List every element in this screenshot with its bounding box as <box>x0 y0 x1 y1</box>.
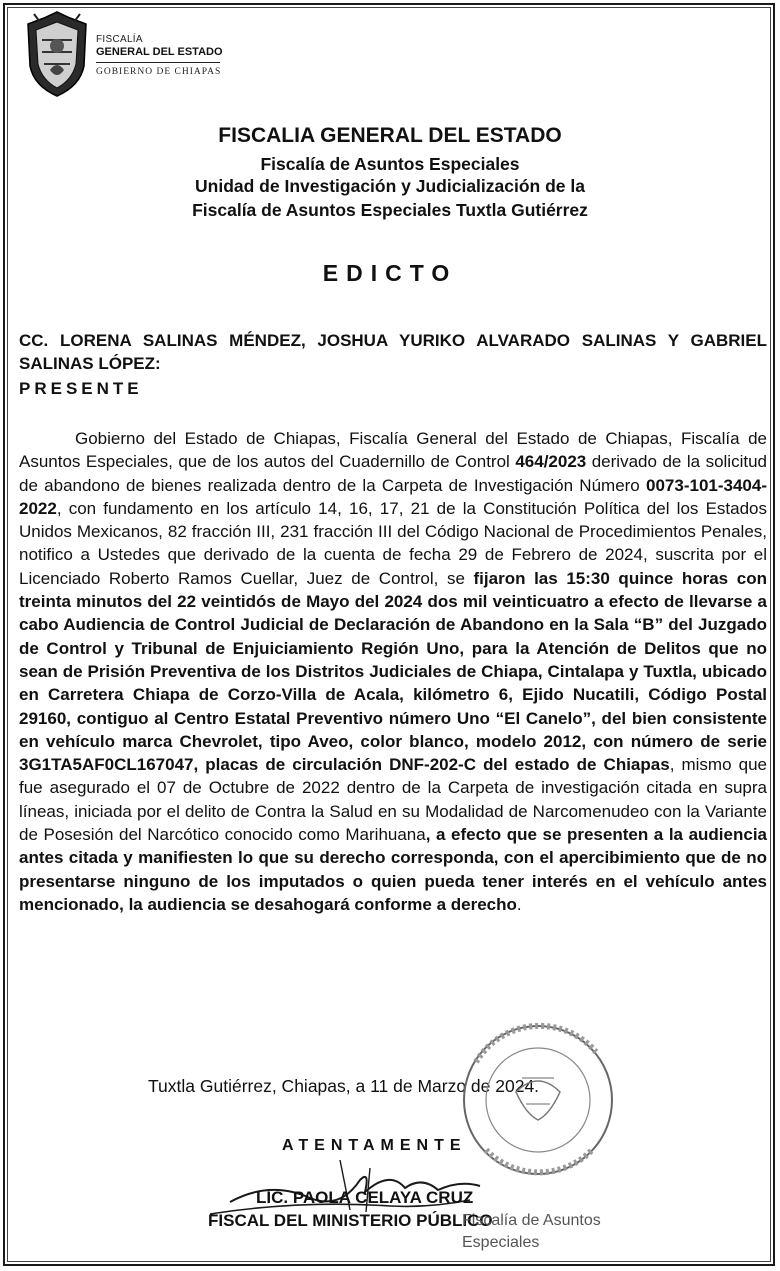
organization-heading: FISCALIA GENERAL DEL ESTADO <box>218 124 562 147</box>
stamp-caption-line1: Fiscalía de Asuntos <box>462 1212 601 1229</box>
cuadernillo-number: 464/2023 <box>515 452 587 472</box>
presente-label: PRESENTE <box>19 379 143 398</box>
body-text-5: . <box>516 894 522 914</box>
unit-heading-1: Fiscalía de Asuntos Especiales <box>260 154 520 174</box>
hearing-details: fijaron las 15:30 quince horas con treinta minutos del 22 veintidós de Mayo del 2024 dos mil veinticuatro a efecto de llevarse a cabo Audiencia de Control Judicial de Declaración de Abandono en la Sala “B” del Juzgado de Control y Tribunal de Enjuiciamiento Región Uno, para la Atención de Delitos que no sean de Prisión Preventiva de los Distritos Judiciales de Chiapa, Cintalapa y Tuxtla, ubicado en Carretera Chiapa de Corzo-Villa de Acala, kilómetro 6, Ejido Nucatili, Código Postal 29160, contiguo al Centro Estatal Preventivo número Uno “El Canelo”, del bien consistente en vehículo marca Chevrolet, tipo Aveo, color blanco, modelo 2012, con número de serie 3G1TA5AF0CL167047, placas de circulación DNF-202-C del estado de Chiapas <box>19 568 767 775</box>
logo-line-fiscalia: FISCALÍA <box>96 34 143 45</box>
logo-line-gobierno: GOBIERNO DE CHIAPAS <box>96 67 222 77</box>
body-text-1: Gobierno del Estado de Chiapas, Fiscalía General del Estado de Chiapas, Fiscalía de Asuntos Especiales, que de los autos del Cuadernillo de Control <box>19 429 767 472</box>
logo-line-general: GENERAL DEL ESTADO <box>96 46 223 58</box>
closing-atentamente: ATENTAMENTE <box>282 1137 467 1154</box>
document-title: EDICTO <box>322 260 458 286</box>
body-paragraph <box>19 427 767 916</box>
body-text-3: , con fundamento en los artículo 14, 16, 17, 21 de la Constitución Política del los Estados Unidos Mexicanos, 82 fracción III, 231 fracción III del Código Nacional de Procedimientos Penales, notifico a Ustedes que derivado de la cuenta de fecha 29 de Febrero de 2024, suscrita por el Licenciado Roberto Ramos Cuellar, Juez de Control, se <box>19 498 767 588</box>
carpeta-number: 0073-101-3404-2022 <box>19 475 767 518</box>
addressee: CC. LORENA SALINAS MÉNDEZ, JOSHUA YURIKO ALVARADO SALINAS Y GABRIEL SALINAS LÓPEZ: <box>19 331 767 373</box>
body-text-2: derivado de la solicitud de abandono de bienes realizada dentro de la Carpeta de Investigación Número <box>19 452 767 495</box>
stamp-caption <box>462 1210 601 1254</box>
stamp-caption-line2: Especiales <box>462 1234 540 1251</box>
body-text-4: , mismo que fue asegurado el 07 de Octubre de 2022 dentro de la Carpeta de investigación citada en supra líneas, iniciada por el delito de Contra la Salud en su Modalidad de Narcomenudeo con la Variante de Posesión del Narcótico conocido como Marihuana <box>19 755 768 845</box>
unit-heading-3: Fiscalía de Asuntos Especiales Tuxtla Gutiérrez <box>192 200 588 220</box>
signer-name: LIC. PAOLA CELAYA CRUZ <box>256 1188 474 1207</box>
coat-of-arms-logo <box>22 10 92 100</box>
logo-divider <box>96 62 220 63</box>
summons-notice: , a efecto que se presenten a la audiencia antes citada y manifiesten lo que su derecho corresponda, con el apercibimiento que de no presentarse ninguno de los imputados o quien pueda tener interés en el vehículo antes mencionado, la audiencia se desahogará conforme a derecho <box>19 825 768 914</box>
signer-title: FISCAL DEL MINISTERIO PÚBLICO <box>208 1211 493 1230</box>
place-and-date: Tuxtla Gutiérrez, Chiapas, a 11 de Marzo de 2024. <box>148 1076 540 1096</box>
logo-wordmark <box>96 34 223 78</box>
unit-heading-2: Unidad de Investigación y Judicialización de la <box>195 176 585 196</box>
